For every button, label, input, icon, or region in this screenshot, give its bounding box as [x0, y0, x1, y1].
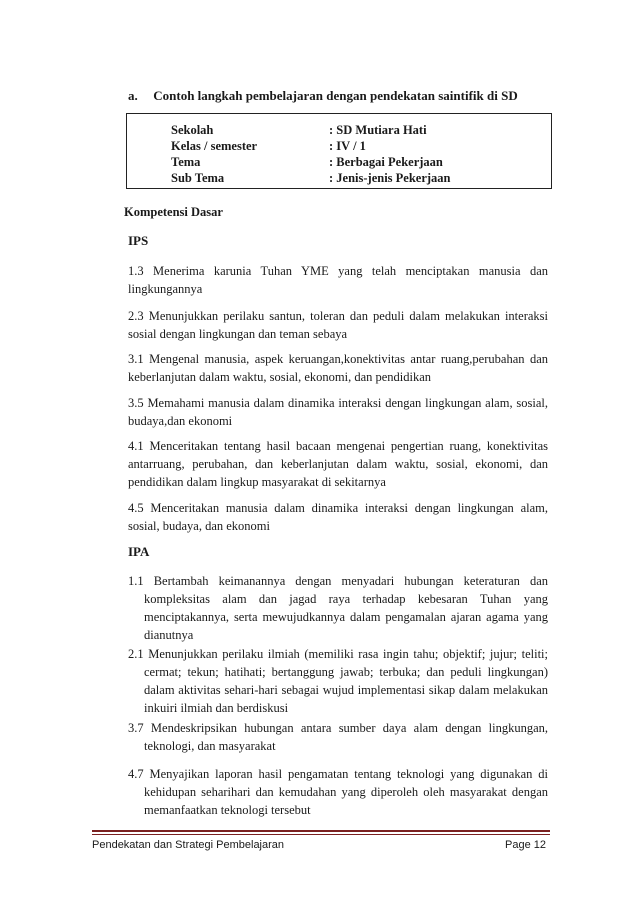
ipa-item: 3.7 Mendeskripsikan hubungan antara sumber daya alam dengan lingkungan, teknologi, dan masyarakat: [128, 721, 548, 753]
info-value: : Jenis-jenis Pekerjaan: [329, 171, 451, 185]
info-value: : SD Mutiara Hati: [329, 123, 427, 137]
ips-item: 3.5 Memahami manusia dalam dinamika interaksi dengan lingkungan alam, sosial, budaya,dan ekonomi: [128, 396, 548, 428]
ips-item: 1.3 Menerima karunia Tuhan YME yang telah menciptakan manusia dan lingkungannya: [128, 264, 548, 296]
ips-item: 3.1 Mengenal manusia, aspek keruangan,konektivitas antar ruang,perubahan dan keberlanjutan dalam waktu, sosial, ekonomi, dan pendidikan: [128, 352, 548, 384]
info-row-theme: [171, 154, 443, 170]
section-label: a.: [128, 88, 138, 103]
info-row-class: [171, 138, 366, 154]
info-value: : IV / 1: [329, 139, 366, 153]
ipa-item: 1.1 Bertambah keimanannya dengan menyadari hubungan keteraturan dan kompleksitas alam dan jagad raya terhadap kebesaran Tuhan yang menciptakannya, serta mewujudkannya dalam pengamalan ajaran agama yang dianutnya: [128, 574, 548, 642]
ipa-item: 4.7 Menyajikan laporan hasil pengamatan tentang teknologi yang digunakan di kehidupan seharihari dan kemudahan yang diperoleh oleh masyarakat dengan memanfaatkan teknologi tersebut: [128, 767, 548, 817]
section-heading: [128, 88, 518, 104]
footer-rule-thin: [92, 834, 550, 835]
page-number: Page 12: [505, 839, 546, 851]
info-key: Tema: [171, 155, 201, 169]
footer-rule: [92, 830, 550, 832]
info-value: : Berbagai Pekerjaan: [329, 155, 443, 169]
ips-item: 4.5 Menceritakan manusia dalam dinamika interaksi dengan lingkungan alam, sosial, budaya, dan ekonomi: [128, 501, 548, 533]
info-key: Sekolah: [171, 123, 214, 137]
section-title: Contoh langkah pembelajaran dengan pendekatan saintifik di SD: [153, 88, 518, 103]
footer-title: Pendekatan dan Strategi Pembelajaran: [92, 839, 285, 851]
info-row-school: [171, 122, 427, 138]
info-key: Kelas / semester: [171, 139, 258, 153]
ipa-title: IPA: [128, 544, 150, 559]
ips-item: 4.1 Menceritakan tentang hasil bacaan mengenai pengertian ruang, konektivitas antarruang, perubahan, dan keberlanjutan dalam waktu, sosial, ekonomi, dan pendidikan dalam lingkup masyarakat di sekitarnya: [128, 439, 548, 489]
info-row-subtheme: [171, 170, 451, 186]
school-info-box: [126, 113, 552, 189]
ips-title: IPS: [128, 233, 149, 248]
ipa-item: 2.1 Menunjukkan perilaku ilmiah (memiliki rasa ingin tahu; objektif; jujur; teliti; cermat; tekun; hatihati; bertanggung jawab; terbuka; dan peduli lingkungan) dalam aktivitas sehari-hari sebagai wujud implementasi sikap dalam melakukan inkuiri ilmiah dan berdiskusi: [128, 647, 548, 715]
ips-item: 2.3 Menunjukkan perilaku santun, toleran dan peduli dalam melakukan interaksi sosial dengan lingkungan dan teman sebaya: [128, 309, 548, 341]
kompetensi-dasar-title: Kompetensi Dasar: [124, 205, 223, 219]
info-key: Sub Tema: [171, 171, 225, 185]
